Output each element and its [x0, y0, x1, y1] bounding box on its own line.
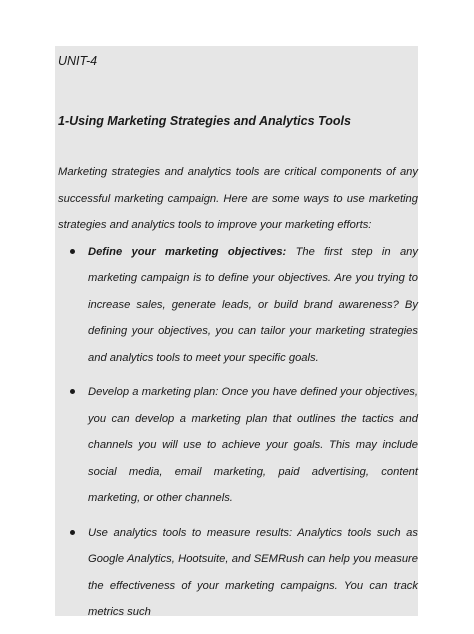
bullet-text: Use analytics tools to measure results: Analytics tools such as Google Analytics, Hootsuite, and SEMRush can help you measure the effectiveness of your marketing campaigns. You can track metrics such [88, 526, 418, 618]
bullet-list [58, 239, 418, 626]
section-heading: 1-Using Marketing Strategies and Analytics Tools [58, 114, 351, 128]
intro-paragraph: Marketing strategies and analytics tools are critical components of any successful marketing campaign. Here are some ways to use marketing strategies and analytics tools to improve your marketing efforts: [58, 166, 418, 231]
document-content [58, 54, 418, 634]
bullet-lead: Define your marketing objectives: [88, 245, 287, 258]
list-item [58, 239, 418, 372]
bullet-icon [70, 249, 75, 254]
bullet-text: Develop a marketing plan: Once you have defined your objectives, you can develop a marketing plan that outlines the tactics and channels you will use to achieve your goals. This may include social media, email marketing, paid advertising, content marketing, or other channels. [88, 386, 418, 504]
bullet-icon [70, 530, 75, 535]
bullet-text: The first step in any marketing campaign is to define your objectives. Are you trying to increase sales, generate leads, or build brand awareness? By defining your objectives, you can tailor your marketing strategies and analytics tools to meet your specific goals. [88, 245, 418, 364]
bullet-icon [70, 389, 75, 394]
list-item [58, 379, 418, 512]
unit-label: UNIT-4 [58, 54, 98, 68]
list-item [58, 520, 418, 626]
